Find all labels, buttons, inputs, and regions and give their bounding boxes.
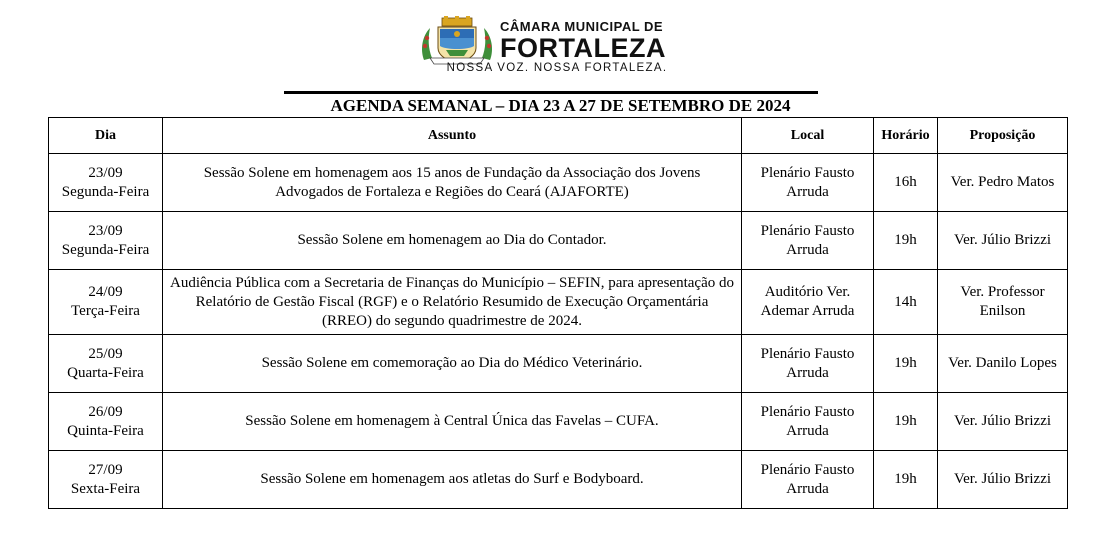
cell-local: Plenário Fausto Arruda (742, 393, 874, 451)
table-row (49, 270, 1068, 335)
page-title: AGENDA SEMANAL – DIA 23 A 27 DE SETEMBRO DE 2024 (330, 96, 791, 115)
cell-assunto: Sessão Solene em homenagem ao Dia do Contador. (163, 212, 742, 270)
cell-assunto: Sessão Solene em homenagem aos atletas do Surf e Bodyboard. (163, 451, 742, 509)
column-header-assunto: Assunto (163, 118, 742, 154)
cell-dia (49, 335, 163, 393)
cell-local: Plenário Fausto Arruda (742, 451, 874, 509)
cell-proposicao: Ver. Júlio Brizzi (938, 451, 1068, 509)
event-weekday: Terça-Feira (71, 303, 140, 319)
table-row (49, 212, 1068, 270)
cell-proposicao: Ver. Pedro Matos (938, 154, 1068, 212)
cell-dia (49, 212, 163, 270)
title-divider (284, 91, 818, 94)
chamber-name-top: CÂMARA MUNICIPAL DE (500, 19, 664, 34)
cell-proposicao: Ver. Professor Enilson (938, 270, 1068, 335)
event-weekday: Segunda-Feira (61, 183, 150, 200)
column-header-dia: Dia (49, 118, 163, 154)
cell-local: Auditório Ver. Ademar Arruda (742, 270, 874, 335)
page-header (0, 12, 1093, 80)
cell-dia (49, 270, 163, 335)
cell-proposicao: Ver. Júlio Brizzi (938, 393, 1068, 451)
table-row (49, 451, 1068, 509)
cell-dia (49, 154, 163, 212)
event-date: 23/09 (88, 164, 123, 181)
event-weekday: Sexta-Feira (70, 480, 141, 497)
column-header-horario: Horário (874, 118, 938, 154)
cell-proposicao: Ver. Danilo Lopes (938, 335, 1068, 393)
cell-horario: 19h (874, 451, 938, 509)
city-coat-of-arms-icon (418, 16, 496, 66)
cell-assunto: Audiência Pública com a Secretaria de Finanças do Município – SEFIN, para apresentação do Relatório de Gestão Fiscal (RGF) e o Relatório Resumido de Execução Orçamentária (RREO) do segundo quadrimestre de 2024. (163, 270, 742, 335)
cell-assunto: Sessão Solene em comemoração ao Dia do Médico Veterinário. (163, 335, 742, 393)
cell-assunto: Sessão Solene em homenagem aos 15 anos de Fundação da Associação dos Jovens Advogados de Fortaleza e Regiões do Ceará (AJAFORTE) (163, 154, 742, 212)
cell-assunto: Sessão Solene em homenagem à Central Única das Favelas – CUFA. (163, 393, 742, 451)
cell-local: Plenário Fausto Arruda (742, 335, 874, 393)
event-date: 27/09 (88, 461, 123, 478)
event-weekday: Segunda-Feira (61, 241, 150, 258)
cell-local: Plenário Fausto Arruda (742, 154, 874, 212)
chamber-slogan: NOSSA VOZ. NOSSA FORTALEZA. (446, 62, 668, 74)
event-date: 26/09 (88, 403, 123, 420)
cell-dia (49, 451, 163, 509)
table-header-row (49, 118, 1068, 154)
chamber-name-main: FORTALEZA (500, 33, 666, 63)
cell-horario: 19h (874, 393, 938, 451)
column-header-proposicao: Proposição (938, 118, 1068, 154)
cell-horario: 19h (874, 335, 938, 393)
event-date: 23/09 (88, 222, 123, 239)
column-header-local: Local (742, 118, 874, 154)
event-weekday: Quinta-Feira (67, 422, 144, 439)
cell-local: Plenário Fausto Arruda (742, 212, 874, 270)
cell-proposicao: Ver. Júlio Brizzi (938, 212, 1068, 270)
cell-horario: 19h (874, 212, 938, 270)
chamber-wordmark (500, 20, 666, 62)
event-date: 25/09 (88, 345, 123, 362)
event-weekday: Quarta-Feira (67, 364, 144, 381)
table-row (49, 393, 1068, 451)
cell-horario: 14h (874, 270, 938, 335)
table-row (49, 154, 1068, 212)
table-row (49, 335, 1068, 393)
event-date: 24/09 (88, 284, 123, 300)
weekly-agenda-table (48, 117, 1068, 509)
cell-horario: 16h (874, 154, 938, 212)
cell-dia (49, 393, 163, 451)
